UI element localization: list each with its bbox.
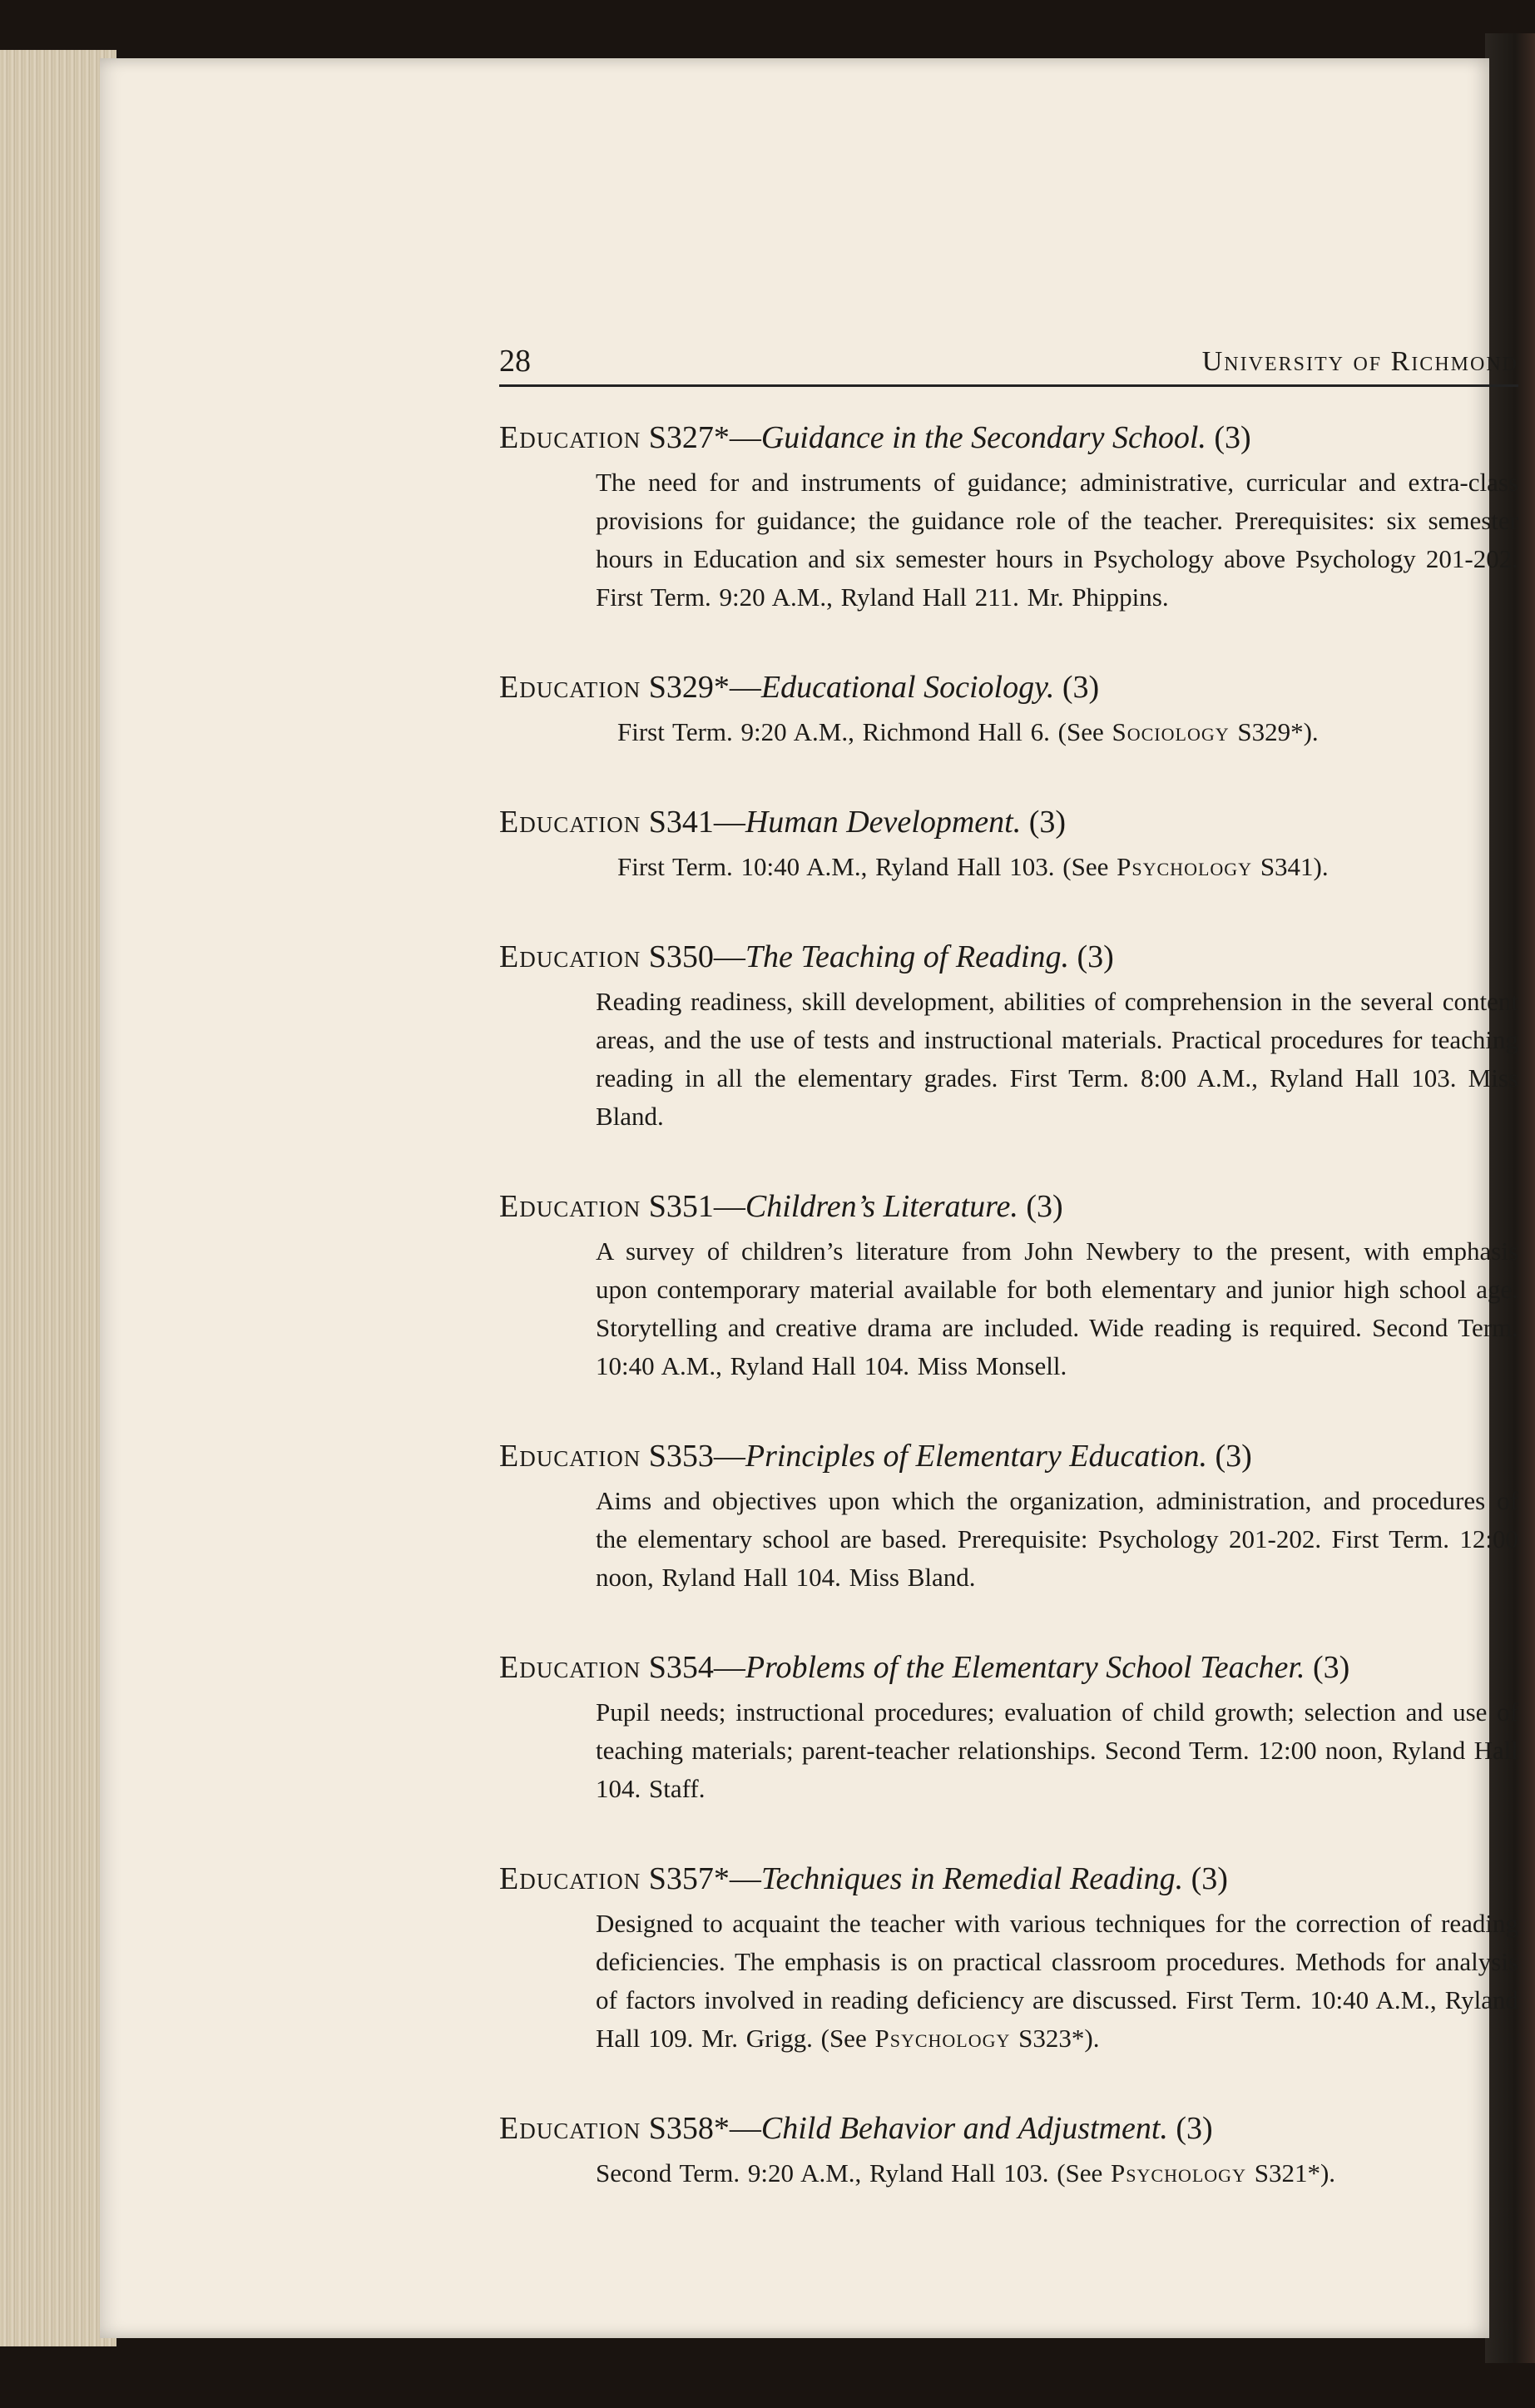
course-heading: Education S329*—Educational Sociology. (3) bbox=[499, 670, 1100, 705]
description-text: Designed to acquaint the teacher with various techniques for the correction of reading deficiencies. The emphasis is on practical classroom procedures. Methods for analysis of factors involved in reading deficiency are discussed. First Term. 10:40 A.M., Ryland Hall 109. Mr. Grigg. (See bbox=[596, 1909, 1518, 2053]
course-title: Principles of Elementary Education. bbox=[745, 1439, 1207, 1474]
book-page-edges bbox=[0, 50, 116, 2346]
course-credits: (3) bbox=[1215, 1439, 1252, 1474]
course-title: Child Behavior and Adjustment. bbox=[760, 2111, 1168, 2146]
course-title: Techniques in Remedial Reading. bbox=[760, 1861, 1184, 1896]
course-entry bbox=[499, 1647, 1518, 1808]
running-title: University of Richmond bbox=[1201, 346, 1518, 377]
course-description: Pupil needs; instructional procedures; evaluation of child growth; selection and use of teaching materials; parent-teacher relationships. Second Term. 12:00 noon, Ryland Hall 104. Staff. bbox=[596, 1697, 1518, 1803]
course-description bbox=[499, 848, 1518, 886]
course-description: Reading readiness, skill development, abilities of comprehension in the several content areas, and the use of tests and instructional materials. Practical procedures for teaching reading in all the elementary grades. First Term. 8:00 A.M., Ryland Hall 103. Miss Bland. bbox=[596, 987, 1518, 1131]
course-entry bbox=[499, 1858, 1518, 2058]
page-content bbox=[499, 341, 1518, 2242]
course-heading: Education S358*—Child Behavior and Adjustment. (3) bbox=[499, 2111, 1213, 2146]
cross-ref-code: S323*). bbox=[1018, 2024, 1100, 2053]
cross-ref-dept: Sociology bbox=[1112, 717, 1230, 746]
page-number: 28 bbox=[499, 344, 531, 379]
course-dept: Education bbox=[499, 420, 641, 455]
course-heading: Education S357*—Techniques in Remedial Reading. (3) bbox=[499, 1861, 1228, 1896]
course-title: Educational Sociology. bbox=[760, 670, 1055, 705]
course-entry bbox=[499, 417, 1518, 617]
course-description bbox=[499, 1905, 1518, 2058]
course-dept: Education bbox=[499, 2111, 641, 2146]
course-entry bbox=[499, 936, 1518, 1136]
course-dept: Education bbox=[499, 1650, 641, 1685]
course-code: S327* bbox=[648, 420, 730, 455]
cross-ref-dept: Psychology bbox=[874, 2024, 1011, 2053]
cross-ref-code: S341). bbox=[1260, 852, 1329, 881]
course-heading: Education S353—Principles of Elementary Education. (3) bbox=[499, 1439, 1252, 1474]
course-dept: Education bbox=[499, 670, 641, 705]
course-credits: (3) bbox=[1026, 1189, 1063, 1224]
course-code: S358* bbox=[648, 2111, 730, 2146]
course-title: The Teaching of Reading. bbox=[745, 939, 1069, 974]
course-description: A survey of children’s literature from John Newbery to the present, with emphasis upon contemporary material available for both elementary and junior high school age. Storytelling and creative drama are included. Wide reading is required. Second Term. 10:40 A.M., Ryland Hall 104. Miss Monsell. bbox=[596, 1236, 1518, 1380]
cross-ref-code: S321*). bbox=[1254, 2158, 1336, 2188]
course-dept: Education bbox=[499, 939, 641, 974]
course-entry bbox=[499, 666, 1518, 751]
course-credits: (3) bbox=[1214, 420, 1251, 455]
course-description: The need for and instruments of guidance; administrative, curricular and extra-class provisions for guidance; the guidance role of the teacher. Prerequisites: six semester hours in Education and six semester hours in Psychology above Psychology 201-202. First Term. 9:20 A.M., Ryland Hall 211. Mr. Phippins. bbox=[596, 468, 1518, 612]
description-text: First Term. 10:40 A.M., Ryland Hall 103. (See bbox=[617, 852, 1117, 881]
course-credits: (3) bbox=[1028, 805, 1067, 840]
course-description bbox=[499, 2154, 1518, 2192]
course-entry bbox=[499, 1186, 1518, 1385]
cross-ref-dept: Psychology bbox=[1117, 852, 1253, 881]
course-code: S329* bbox=[648, 670, 730, 705]
running-head bbox=[499, 341, 1518, 387]
course-dept: Education bbox=[499, 805, 641, 840]
course-title: Guidance in the Secondary School. bbox=[760, 420, 1206, 455]
course-dept: Education bbox=[499, 1189, 641, 1224]
course-title: Human Development. bbox=[745, 805, 1022, 840]
book-page bbox=[100, 58, 1518, 2338]
cross-ref-dept: Psychology bbox=[1111, 2158, 1246, 2188]
course-entry bbox=[499, 801, 1518, 886]
course-credits: (3) bbox=[1191, 1861, 1228, 1896]
course-heading: Education S354—Problems of the Elementary School Teacher. (3) bbox=[499, 1650, 1350, 1685]
description-text: First Term. 9:20 A.M., Richmond Hall 6. (See bbox=[617, 717, 1112, 746]
course-entry bbox=[499, 2108, 1518, 2192]
course-dept: Education bbox=[499, 1439, 641, 1474]
course-code: S350 bbox=[648, 939, 714, 974]
course-heading: Education S351—Children’s Literature. (3) bbox=[499, 1189, 1063, 1224]
course-code: S353 bbox=[648, 1439, 714, 1474]
course-credits: (3) bbox=[1077, 939, 1114, 974]
course-description: Aims and objectives upon which the organization, administration, and procedures of the elementary school are based. Prerequisite: Psychology 201-202. First Term. 12:00 noon, Ryland Hall 104. Miss Bland. bbox=[596, 1486, 1518, 1592]
cross-ref-code: S329*). bbox=[1237, 717, 1319, 746]
course-code: S341 bbox=[648, 805, 714, 840]
course-credits: (3) bbox=[1176, 2111, 1213, 2146]
course-heading: Education S327*—Guidance in the Secondary School. (3) bbox=[499, 420, 1251, 455]
course-code: S357* bbox=[648, 1861, 730, 1896]
course-code: S351 bbox=[648, 1189, 714, 1224]
course-description bbox=[499, 713, 1518, 751]
description-text: Second Term. 9:20 A.M., Ryland Hall 103. (See bbox=[596, 2158, 1112, 2188]
course-credits: (3) bbox=[1313, 1650, 1350, 1685]
course-list bbox=[499, 417, 1518, 2192]
course-credits: (3) bbox=[1062, 670, 1100, 705]
course-title: Problems of the Elementary School Teacher. bbox=[745, 1650, 1305, 1685]
course-heading: Education S350—The Teaching of Reading. (3) bbox=[499, 939, 1114, 974]
course-title: Children’s Literature. bbox=[745, 1189, 1018, 1224]
course-code: S354 bbox=[648, 1650, 714, 1685]
course-entry bbox=[499, 1435, 1518, 1597]
course-dept: Education bbox=[499, 1861, 641, 1896]
course-heading: Education S341—Human Development. (3) bbox=[499, 805, 1067, 840]
